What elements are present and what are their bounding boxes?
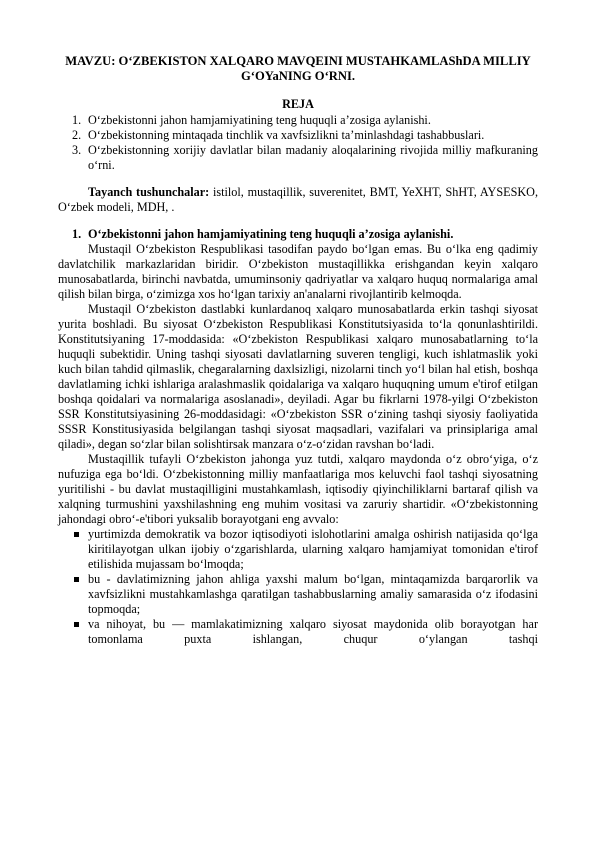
square-bullet-icon bbox=[74, 577, 79, 582]
section-heading-text: O‘zbekistonni jahon hamjamiyatining teng huquqli a’zosiga aylanishi. bbox=[88, 227, 454, 241]
square-bullet-icon bbox=[74, 622, 79, 627]
section-number: 1. bbox=[72, 227, 82, 241]
body-paragraph: Mustaqil O‘zbekiston Respublikasi tasodifan paydo bo‘lgan emas. Bu o‘lka eng qadimiy davlatchilik markazlaridan biridir. O‘zbekiston mustaqillikka erishgandan keyin xalqaro munosabatlarda, birinchi navbatda, umuminsoniy qadriyatlar va xalqaro huquq normalariga amal qilish bilan birga, o‘zimizga xos ho‘lgan tarixiy an'analarni rivojlantirib kelmoqda. bbox=[58, 242, 538, 301]
plan-item bbox=[58, 113, 538, 128]
bullet-item bbox=[58, 572, 538, 617]
plan-list bbox=[58, 113, 538, 173]
body-paragraph: Mustaqillik tufayli O‘zbekiston jahonga yuz tutdi, xalqaro maydonda o‘z obro‘yiga, o‘z nufuziga ega bo‘ldi. O‘zbekistonning milliy manfaatlariga mos keluvchi faol tashqi siyosatning yuritilishi - bu davlat mustaqilligini mustahkamlash, iqtisodiy qiyinchiliklarni bartaraf qilish va xalqning turmushini yaxshilashning eng muhim vositasi va zaruriy shartidir. «O‘zbekistonning jahondagi obro‘-e'tibori yuksalib borayotgani eng avvalo: bbox=[58, 452, 538, 526]
body-paragraph: Mustaqil O‘zbekiston dastlabki kunlardanoq xalqaro munosabatlarda erkin tashqi siyosat yurita boshladi. Bu siyosat O‘zbekiston Respublikasi Konstitutsiyasida to‘la qonunlashtirildi. Konstitutsiyaning 17-moddasida: «O‘zbekiston Respublikasi xalqaro munosabatlarning to‘la huquqli subektidir. Uning tashqi siyosati davlatlarning suveren tengligi, kuch ishlatmaslik yoki kuch bilan tahdid qilmaslik, chegaralarning daxlsizligi, nizolarni tinch yo‘l bilan hal etish, boshqa davlatlaming ichki ishlariga aralashmaslik qoidalariga va xalqaro huquqning umum e'tirof etilgan boshqa qoidalari va normalariga asoslanadi», deyiladi. Agar bu fikrlarni 1978-yilgi O‘zbekiston SSR Konstitutsiyasining 26-moddasidagi: «O‘zbekiston SSR o‘zining tashqi siyosiy faoliyatida SSSR Konstitusiyasida belgilangan tashqi siyosat maqsadlari, vazifalari va prinsiplariga amal qiladi», degan so‘zlar bilan solishtirsak manzara o‘z-o‘zidan ravshan bo‘ladi. bbox=[58, 302, 538, 451]
plan-heading: REJA bbox=[282, 97, 314, 111]
plan-item bbox=[58, 128, 538, 143]
bullet-text: bu - davlatimizning jahon ahliga yaxshi malum bo‘lgan, mintaqamizda barqarorlik va xavfsizlikni mustahkamlashga qaratilgan tashabbuslarning amaliy samarasida o‘z ifodasini topmoqda; bbox=[88, 572, 538, 616]
plan-item-number: 3. bbox=[72, 143, 82, 157]
bullet-text: yurtimizda demokratik va bozor iqtisodiyoti islohotlarini amalga oshirish natijasida qo‘lga kiritilayotgan ulkan ijobiy o‘zgarishlarda, ularning xalqaro hamjamiyat tomonidan e'tirof etilishida mujassam bo‘lmoqda; bbox=[88, 527, 538, 571]
square-bullet-icon bbox=[74, 532, 79, 537]
plan-item-text: O‘zbekistonning mintaqada tinchlik va xavfsizlikni ta’minlashdagi tashabbuslari. bbox=[88, 128, 485, 142]
plan-item-text: O‘zbekistonning xorijiy davlatlar bilan madaniy aloqalarining rivojida milliy mafkuraning o‘rni. bbox=[88, 143, 538, 172]
page-title: MAVZU: O‘ZBEKISTON XALQARO MAVQEINI MUSTAHKAMLAShDA MILLIY G‘OYaNING O‘RNI. bbox=[65, 54, 531, 83]
plan-item-text: O‘zbekistonni jahon hamjamiyatining teng huquqli a’zosiga aylanishi. bbox=[88, 113, 431, 127]
plan-item-number: 2. bbox=[72, 128, 82, 142]
section-heading bbox=[58, 227, 538, 242]
bullet-item bbox=[58, 617, 538, 647]
bullet-item bbox=[58, 527, 538, 572]
keywords-label: Tayanch tushunchalar: bbox=[88, 185, 210, 199]
plan-item bbox=[58, 143, 538, 173]
bullet-list bbox=[58, 527, 538, 647]
keywords-paragraph bbox=[58, 185, 538, 215]
bullet-text: va nihoyat, bu — mamlakatimizning xalqaro siyosat maydonida olib borayotgan har tomonlama puxta ishlangan, chuqur o‘ylangan tashqi bbox=[88, 617, 538, 646]
keywords-text: istilol, mustaqillik, suverenitet, BMT, YeXHT, ShHT, AYSESKO, O‘zbek modeli, MDH, . bbox=[58, 185, 538, 214]
plan-item-number: 1. bbox=[72, 113, 82, 127]
